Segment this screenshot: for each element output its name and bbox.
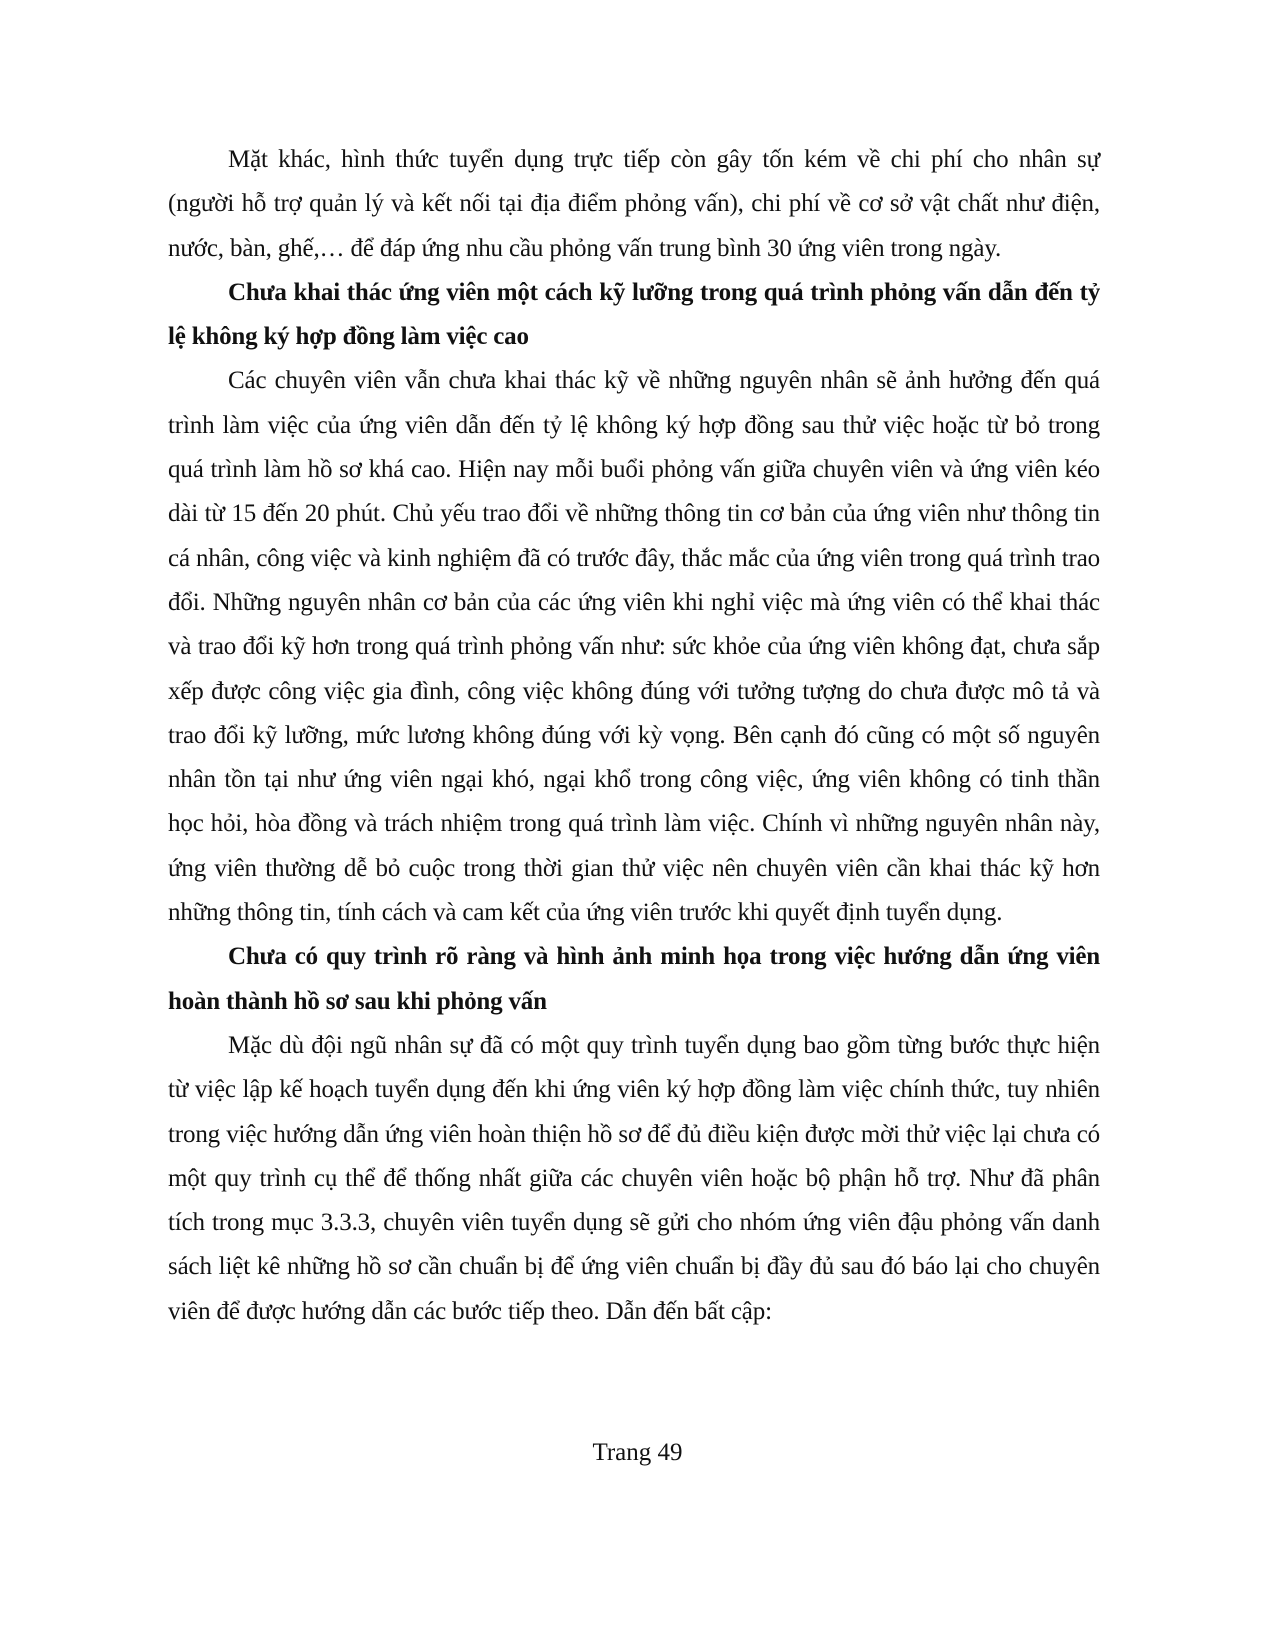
heading-insufficient-candidate-screening: Chưa khai thác ứng viên một cách kỹ lưỡng trong quá trình phỏng vấn dẫn đến tỷ lệ không ký hợp đồng làm việc cao	[168, 278, 1100, 351]
document-page	[168, 138, 1100, 1334]
paragraph-direct-recruitment-costs: Mặt khác, hình thức tuyển dụng trực tiếp còn gây tốn kém về chi phí cho nhân sự (người hỗ trợ quản lý và kết nối tại địa điểm phỏng vấn), chi phí về cơ sở vật chất như điện, nước, bàn, ghế,… để đáp ứng nhu cầu phỏng vấn trung bình 30 ứng viên trong ngày.	[168, 146, 1100, 262]
paragraph-onboarding-process-details: Mặc dù đội ngũ nhân sự đã có một quy trình tuyển dụng bao gồm từng bước thực hiện từ việc lập kế hoạch tuyển dụng đến khi ứng viên ký hợp đồng làm việc chính thức, tuy nhiên trong việc hướng dẫn ứng viên hoàn thiện hồ sơ để đủ điều kiện được mời thử việc lại chưa có một quy trình cụ thể để thống nhất giữa các chuyên viên hoặc bộ phận hỗ trợ. Như đã phân tích trong mục 3.3.3, chuyên viên tuyển dụng sẽ gửi cho nhóm ứng viên đậu phỏng vấn danh sách liệt kê những hồ sơ cần chuẩn bị để ứng viên chuẩn bị đầy đủ sau đó báo lại cho chuyên viên để được hướng dẫn các bước tiếp theo. Dẫn đến bất cập:	[168, 1031, 1100, 1325]
page-number-footer: Trang 49	[592, 1439, 683, 1466]
heading-unclear-onboarding-process: Chưa có quy trình rõ ràng và hình ảnh minh họa trong việc hướng dẫn ứng viên hoàn thành hồ sơ sau khi phỏng vấn	[168, 943, 1100, 1015]
paragraph-candidate-screening-details: Các chuyên viên vẫn chưa khai thác kỹ về những nguyên nhân sẽ ảnh hưởng đến quá trình làm việc của ứng viên dẫn đến tỷ lệ không ký hợp đồng sau thử việc hoặc từ bỏ trong quá trình làm hồ sơ khá cao. Hiện nay mỗi buổi phỏng vấn giữa chuyên viên và ứng viên kéo dài từ 15 đến 20 phút. Chủ yếu trao đổi về những thông tin cơ bản của ứng viên như thông tin cá nhân, công việc và kinh nghiệm đã có trước đây, thắc mắc của ứng viên trong quá trình trao đổi. Những nguyên nhân cơ bản của các ứng viên khi nghỉ việc mà ứng viên có thể khai thác và trao đổi kỹ hơn trong quá trình phỏng vấn như: sức khỏe của ứng viên không đạt, chưa sắp xếp được công việc gia đình, công việc không đúng với tưởng tượng do chưa được mô tả và trao đổi kỹ lưỡng, mức lương không đúng với kỳ vọng. Bên cạnh đó cũng có một số nguyên nhân tồn tại như ứng viên ngại khó, ngại khổ trong công việc, ứng viên không có tinh thần học hỏi, hòa đồng và trách nhiệm trong quá trình làm việc. Chính vì những nguyên nhân này, ứng viên thường dễ bỏ cuộc trong thời gian thử việc nên chuyên viên cần khai thác kỹ hơn những thông tin, tính cách và cam kết của ứng viên trước khi quyết định tuyển dụng.	[168, 367, 1100, 927]
